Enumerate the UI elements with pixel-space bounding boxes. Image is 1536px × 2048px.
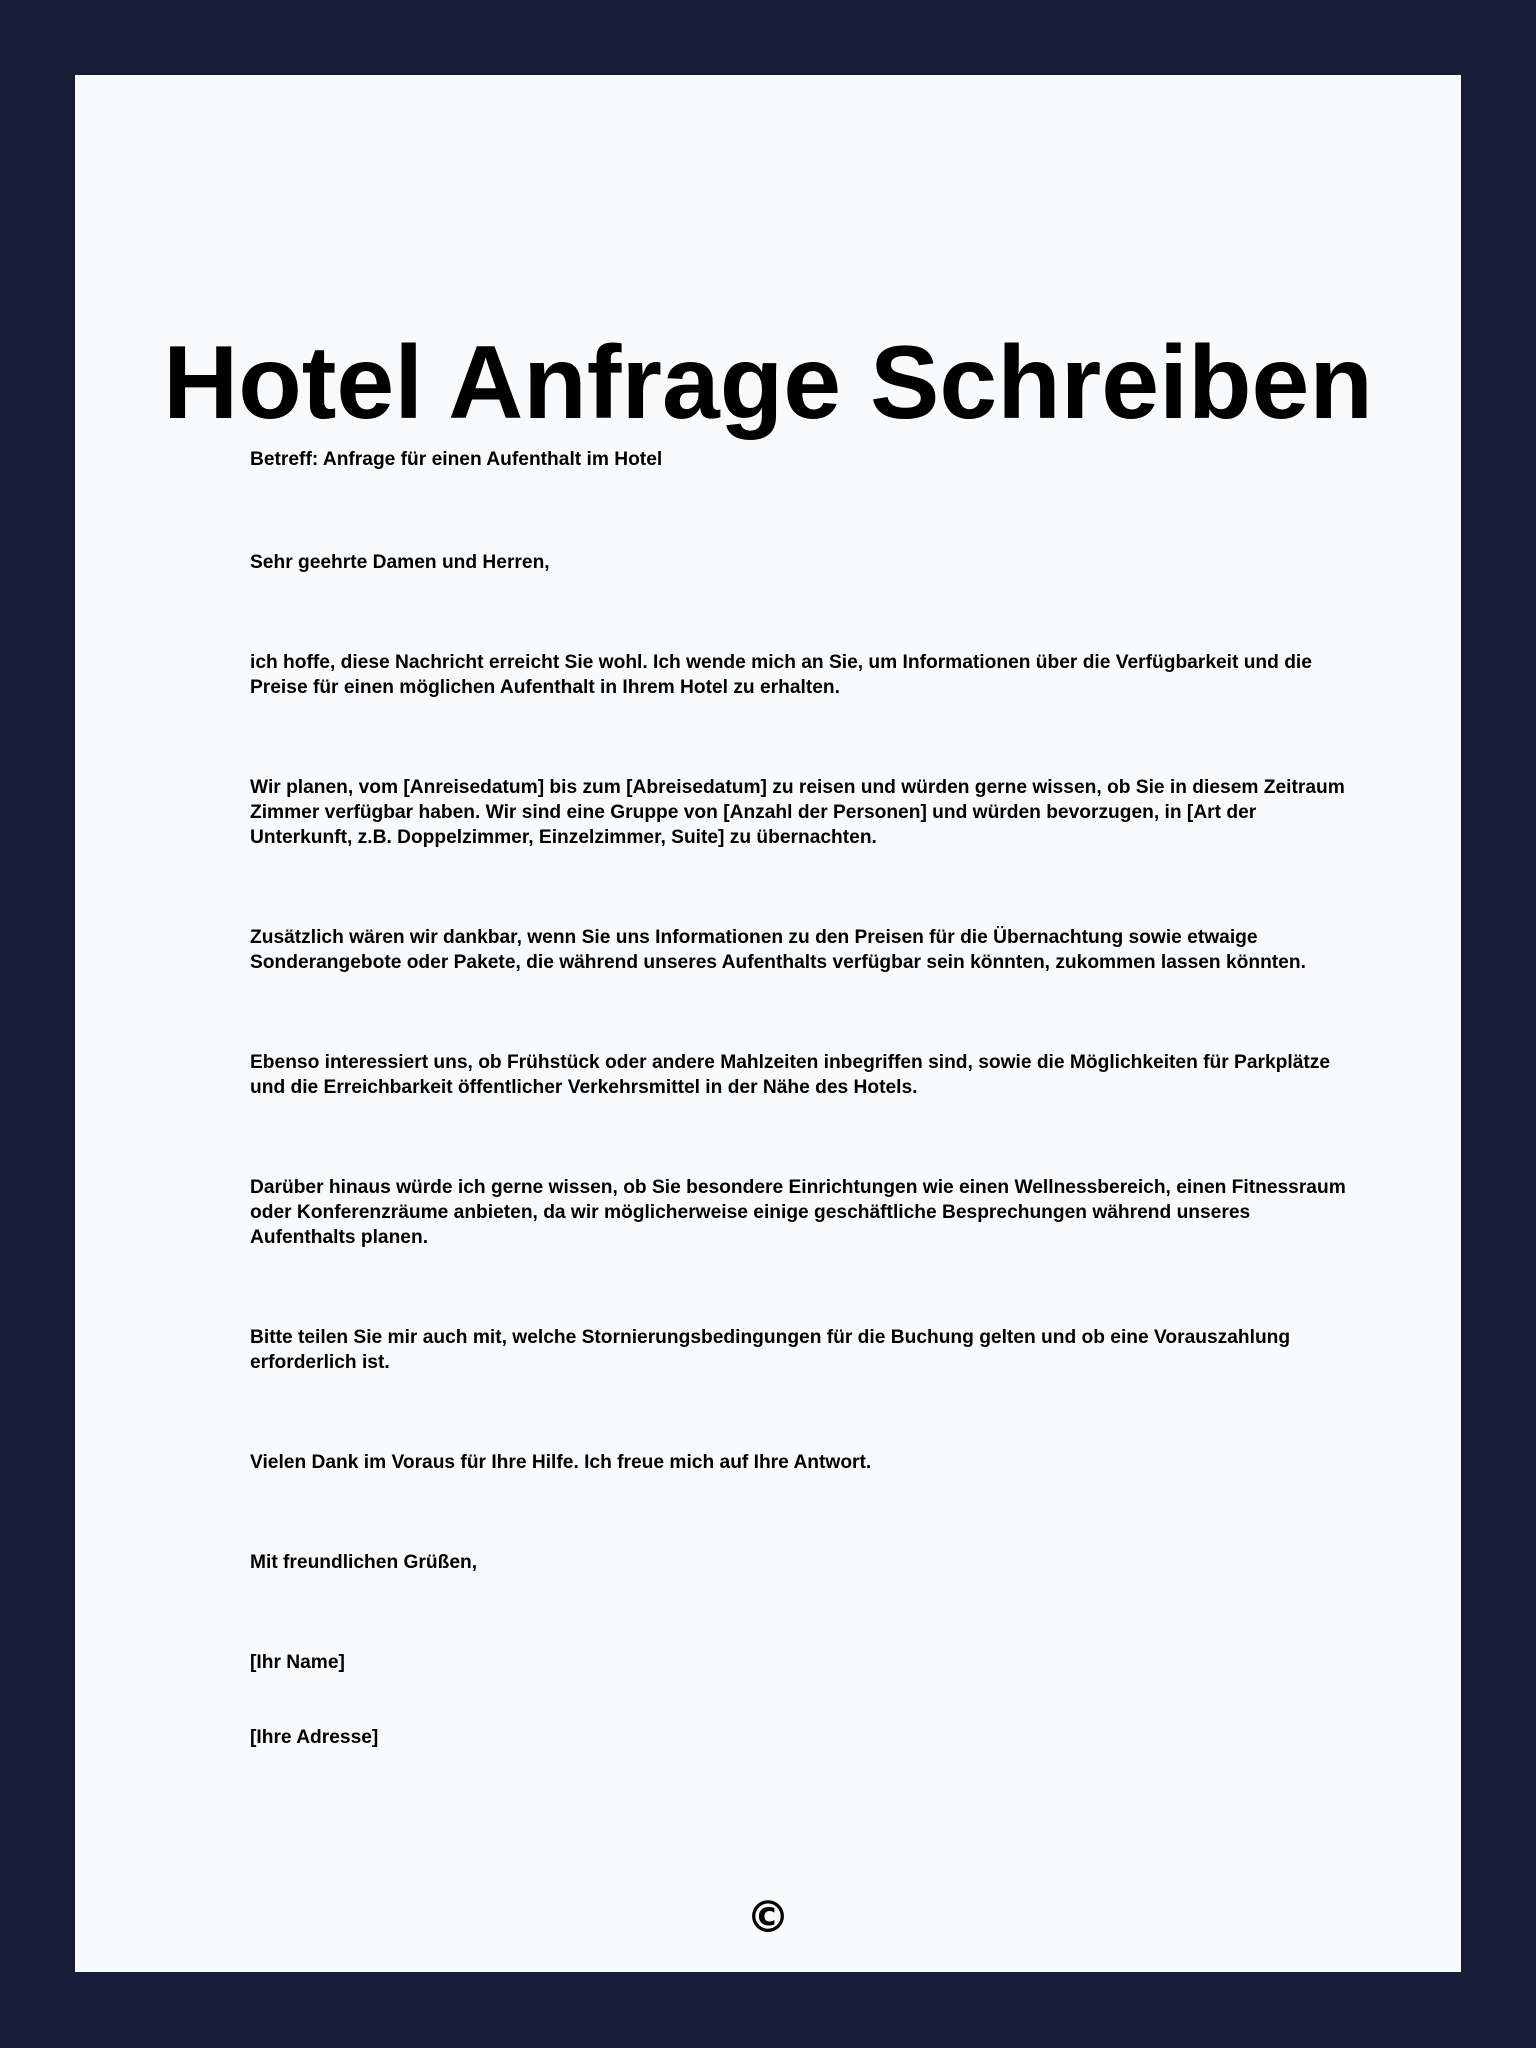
paragraph-thanks: Vielen Dank im Voraus für Ihre Hilfe. Ich freue mich auf Ihre Antwort. xyxy=(250,1452,872,1473)
copyright-icon: © xyxy=(746,1892,790,1943)
paragraph-meals-parking: Ebenso interessiert uns, ob Frühstück oder andere Mahlzeiten inbegriffen sind, sowie die Möglichkeiten für Parkplätze und die Erreichbarkeit öffentlicher Verkehrsmittel in der Nähe des Hotels. xyxy=(250,1052,1331,1098)
subject-line: Betreff: Anfrage für einen Aufenthalt im Hotel xyxy=(250,449,663,470)
paragraph-facilities: Darüber hinaus würde ich gerne wissen, ob Sie besondere Einrichtungen wie einen Wellnessbereich, einen Fitnessraum oder Konferenzräume anbieten, da wir möglicherweise einige geschäftliche Besprechungen während unseres Aufenthalts planen. xyxy=(250,1177,1346,1248)
page-title: Hotel Anfrage Schreiben xyxy=(163,325,1373,441)
name-placeholder: [Ihr Name] xyxy=(250,1652,345,1673)
paragraph-prices: Zusätzlich wären wir dankbar, wenn Sie uns Informationen zu den Preisen für die Übernachtung sowie etwaige Sonderangebote oder Pakete, die während unseres Aufenthalts verfügbar sein könnten, zukommen lassen könnten. xyxy=(250,927,1306,973)
paragraph-cancellation: Bitte teilen Sie mir auch mit, welche Stornierungsbedingungen für die Buchung gelten und ob eine Vorauszahlung erforderlich ist. xyxy=(250,1327,1291,1373)
paragraph-travel-dates: Wir planen, vom [Anreisedatum] bis zum [Abreisedatum] zu reisen und würden gerne wissen, ob Sie in diesem Zeitraum Zimmer verfügbar haben. Wir sind eine Gruppe von [Anzahl der Personen] und würden bevorzugen, in [Art der Unterkunft, z.B. Doppelzimmer, Einzelzimmer, Suite] zu übernachten. xyxy=(250,777,1345,848)
letter-sheet xyxy=(75,75,1461,1972)
paragraph-intro: ich hoffe, diese Nachricht erreicht Sie wohl. Ich wende mich an Sie, um Informationen über die Verfügbarkeit und die Preise für einen möglichen Aufenthalt in Ihrem Hotel zu erhalten. xyxy=(250,652,1312,698)
address-placeholder: [Ihre Adresse] xyxy=(250,1727,379,1748)
letter-body xyxy=(250,447,1360,1750)
closing: Mit freundlichen Grüßen, xyxy=(250,1552,478,1573)
salutation: Sehr geehrte Damen und Herren, xyxy=(250,552,550,573)
